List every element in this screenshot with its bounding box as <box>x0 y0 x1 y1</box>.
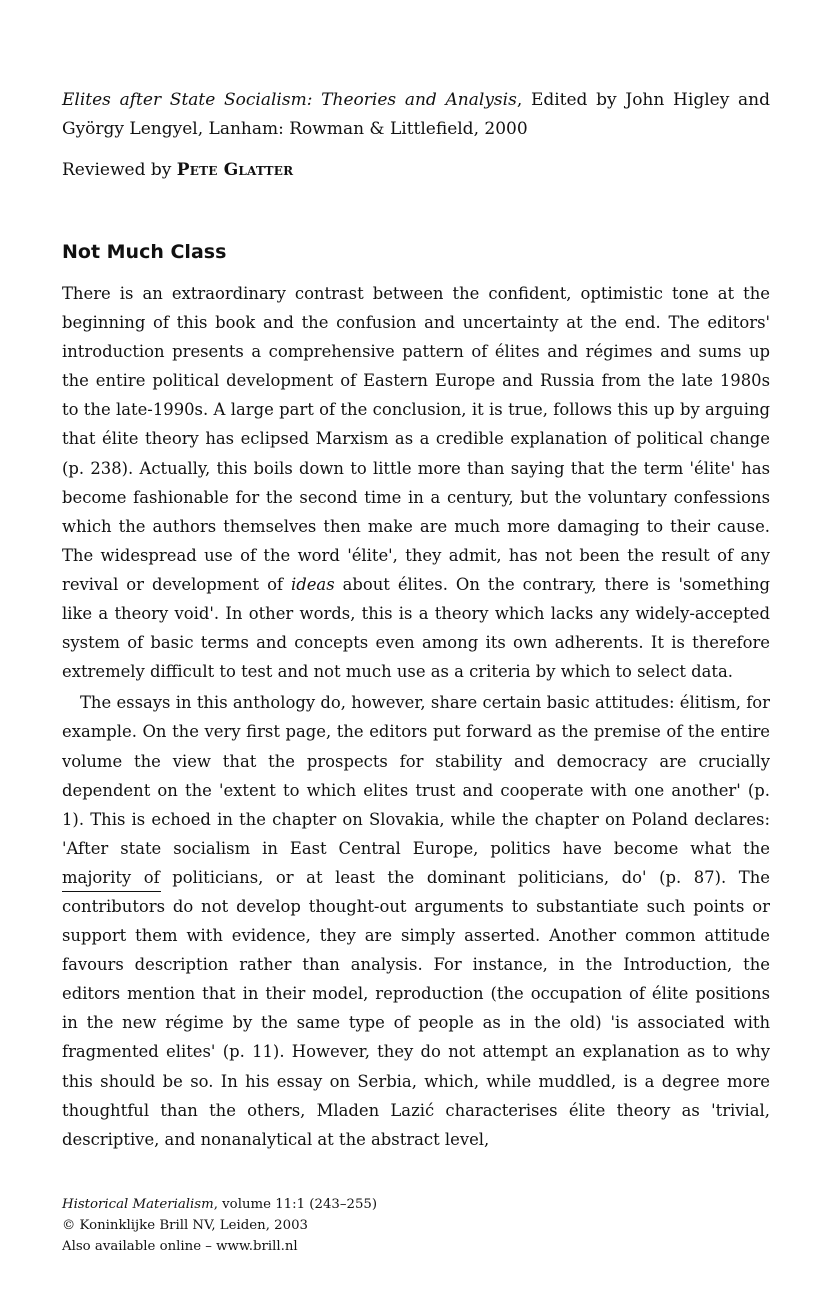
journal-name: Historical Materialism <box>62 1197 214 1212</box>
paragraph-1-part-b: about élites. On the contrary, there is 'something like a theory void'. In other words, this is a theory which lacks any widely-accepted system of basic terms and concepts even among its own adherents. It is therefore extremely difficult to test and not much use as a criteria by which to select data. <box>62 574 770 682</box>
book-title: Elites after State Socialism: Theories and Analysis <box>62 90 517 110</box>
paragraph-1-part-a: There is an extraordinary contrast between the confident, optimistic tone at the beginning of this book and the confusion and uncertainty at the end. The editors' introduction presents a comprehensive pattern of élites and régimes and sums up the entire political development of Eastern Europe and Russia from the late 1980s to the late-1990s. A large part of the conclusion, it is true, follows this up by arguing that élite theory has eclipsed Marxism as a credible explanation of political change (p. 238). Actually, this boils down to little more than saying that the term 'élite' has become fashionable for the second time in a century, but the voluntary confessions which the authors themselves then make are much more damaging to their cause. The widespread use of the word 'élite', they admit, has not been the result of any revival or development of <box>62 284 770 594</box>
underline-mark <box>62 891 161 892</box>
copyright-line: © Koninklijke Brill NV, Leiden, 2003 <box>62 1218 308 1233</box>
paragraph-2: The essays in this anthology do, however, share certain basic attitudes: élitism, for example. On the very first page, the editors put forward as the premise of the entire volume the view that the prospects for stability and democracy are crucially dependent on the 'extent to which elites trust and cooperate with one another' (p. 1). This is echoed in the chapter on Slovakia, while the chapter on Poland declares: 'After state socialism in East Central Europe, politics have become what the majority of politicians, or at least the dominant politicians, do' (p. 87). The contributors do not develop thought-out arguments to substantiate such points or support them with evidence, they are simply asserted. Another common attitude favours description rather than analysis. For instance, in the Introduction, the editors mention that in their model, reproduction (the occupation of élite positions in the new régime by the same type of people as in the old) 'is associated with fragmented elites' (p. 11). However, they do not attempt an explanation as to why this should be so. In his essay on Serbia, which, while muddled, is a degree more thoughtful than the others, Mladen Lazić characterises élite theory as 'trivial, descriptive, and nonanalytical at the abstract level, <box>62 693 770 1149</box>
online-availability: Also available online – www.brill.nl <box>62 1239 298 1254</box>
paragraph-1 <box>62 279 770 686</box>
reviewed-by-label: Reviewed by <box>62 160 172 180</box>
journal-volume: , volume 11:1 (243–255) <box>213 1197 378 1212</box>
journal-citation <box>62 1194 377 1215</box>
emphasis-ideas: ideas <box>290 574 335 594</box>
journal-footer <box>62 1194 377 1257</box>
reviewer-name: Pete Glatter <box>176 160 294 180</box>
book-details: , Edited by John Higley and György Lengyel, Lanham: Rowman & Littlefield, 2000 <box>62 90 770 139</box>
article-title: Not Much Class <box>62 241 227 263</box>
review-page <box>62 86 770 1154</box>
reviewed-by <box>62 156 770 185</box>
book-citation <box>62 86 770 144</box>
